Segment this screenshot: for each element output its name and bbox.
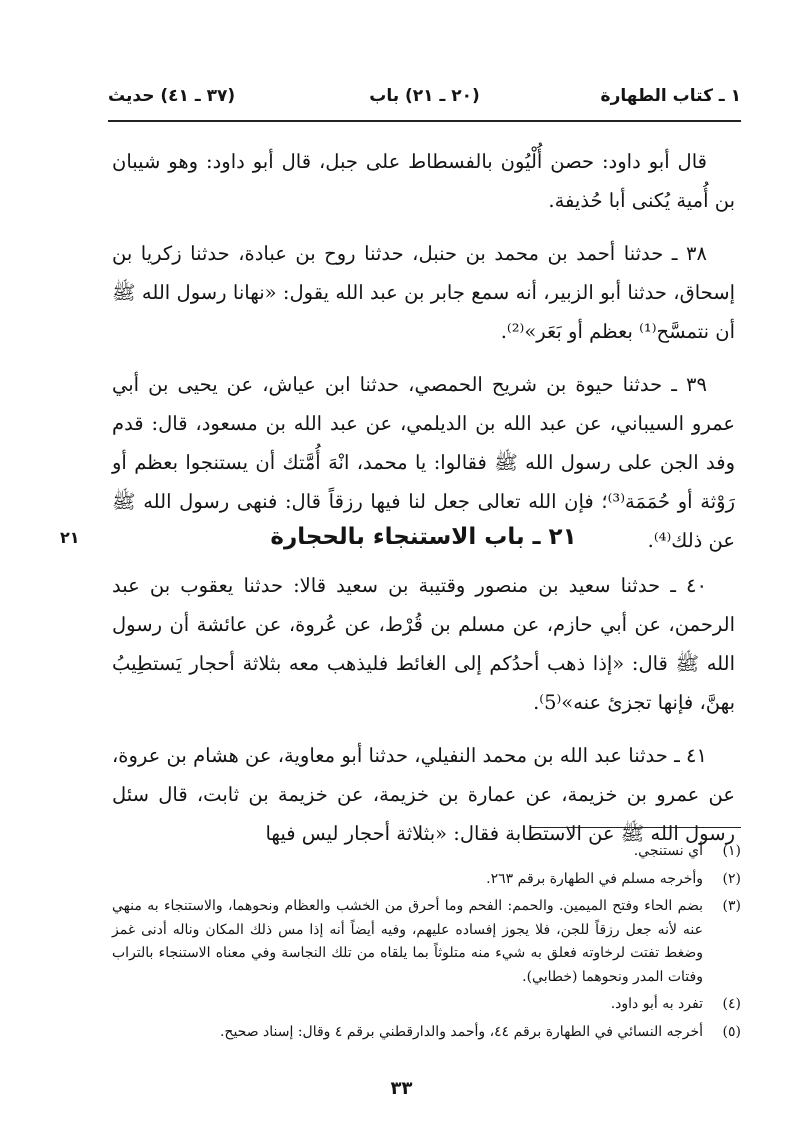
footnote-text: تفرد به أبو داود. xyxy=(610,996,703,1012)
footnote-divider xyxy=(531,827,741,828)
footnote-text: وأخرجه مسلم في الطهارة برقم ٢٦٣. xyxy=(486,870,703,887)
footnotes xyxy=(112,840,741,1048)
main-text-bottom xyxy=(112,566,735,867)
footnote-item xyxy=(112,993,741,1017)
paragraph-abu-dawud-note: قال أبو داود: حصن أُلْيُون بالفسطاط على جبل، قال أبو داود: وهو شيبان بن أُمية يُكنى أبا حُذيفة. xyxy=(112,150,735,212)
main-text-top xyxy=(112,142,735,560)
page-number: ٣٣ xyxy=(390,1078,413,1099)
footnote-text: بضم الحاء وفتح الميمين. والحمم: الفحم وما أحرق من الخشب والعظام ونحوهما، والاستنجاء به منهي عنه لأنه جعل رزقاً للجن، فلا يجوز إفساده عليهم، وفيه أيضاً أنه إذا مس ذلك المكان وناله أدنى غمز وضغط تفتت لرخاوته فعلق به شيء منه متلوثاً بما يلقاه من تلك النجاسة وفي معناه الاستنجاء بالتراب وفتات المدر ونحوهما (خطابي). xyxy=(112,898,704,985)
footnote-item xyxy=(112,895,741,989)
header-chapters-range: (٢٠ ـ ٢١) باب xyxy=(369,86,480,106)
footnote-text: أخرجه النسائي في الطهارة برقم ٤٤، وأحمد والدارقطني برقم ٤ وقال: إسناد صحيح. xyxy=(219,1023,703,1040)
footnote-item xyxy=(112,868,741,892)
footnote-item xyxy=(112,1021,741,1045)
footnote-item xyxy=(112,840,741,864)
footnote-number: (٥) xyxy=(722,1023,741,1040)
footnote-text: أي نستنجي. xyxy=(633,843,703,859)
footnote-number: (٤) xyxy=(722,996,741,1012)
footnote-number: (٣) xyxy=(722,898,741,914)
header-hadith-range: (٣٧ ـ ٤١) حديث xyxy=(108,86,236,106)
paragraph-hadith-41: ٤١ ـ حدثنا عبد الله بن محمد النفيلي، حدثنا أبو معاوية، عن هشام بن عروة، عن عمرو بن خزيمة، عن عمارة بن خزيمة، عن خزيمة بن ثابت، قال سئل رسول الله ﷺ عن الاستطابة فقال: «بثلاثة أحجار ليس فيها xyxy=(112,744,735,845)
running-header xyxy=(108,86,741,116)
paragraph-hadith-40: ٤٠ ـ حدثنا سعيد بن منصور وقتيبة بن سعيد قالا: حدثنا يعقوب بن عبد الرحمن، عن أبي حازم، عن مسلم بن قُرْط، عن عُروة، عن عائشة أن رسول الله ﷺ قال: «إذا ذهب أحدُكم إلى الغائط فليذهب معه بثلاثة أحجار يَستطِيبُ بهنَّ، فإنها تجزئ عنه»⁽5⁾. xyxy=(112,574,735,714)
paragraph-hadith-38: ٣٨ ـ حدثنا أحمد بن محمد بن حنبل، حدثنا روح بن عبادة، حدثنا زكريا بن إسحاق، حدثنا أبو الزبير، أنه سمع جابر بن عبد الله يقول: «نهانا رسول الله ﷺ أن نتمسَّح⁽¹⁾ بعظم أو بَعَر»⁽²⁾. xyxy=(112,242,735,343)
header-chapter-title: ١ ـ كتاب الطهارة xyxy=(600,86,741,106)
footnote-number: (٢) xyxy=(722,870,741,887)
margin-section-number: ٢١ xyxy=(60,528,80,547)
paragraph-hadith-39: ٣٩ ـ حدثنا حيوة بن شريح الحمصي، حدثنا ابن عياش، عن يحيى بن أبي عمرو السيباني، عن عبد الله بن الديلمي، عن عبد الله بن مسعود، قال: قدم وفد الجن على رسول الله ﷺ فقالوا: يا محمد، انْهَ أُمَّتك أن يستنجوا بعظم أو رَوْثة أو حُمَمَة⁽³⁾؛ فإن الله تعالى جعل لنا فيها رزقاً قال: فنهى رسول الله ﷺ عن ذلك⁽⁴⁾. xyxy=(112,373,735,552)
header-divider xyxy=(108,120,741,122)
section-heading: ٢١ ـ باب الاستنجاء بالحجارة xyxy=(270,524,577,550)
footnote-number: (١) xyxy=(722,843,741,859)
